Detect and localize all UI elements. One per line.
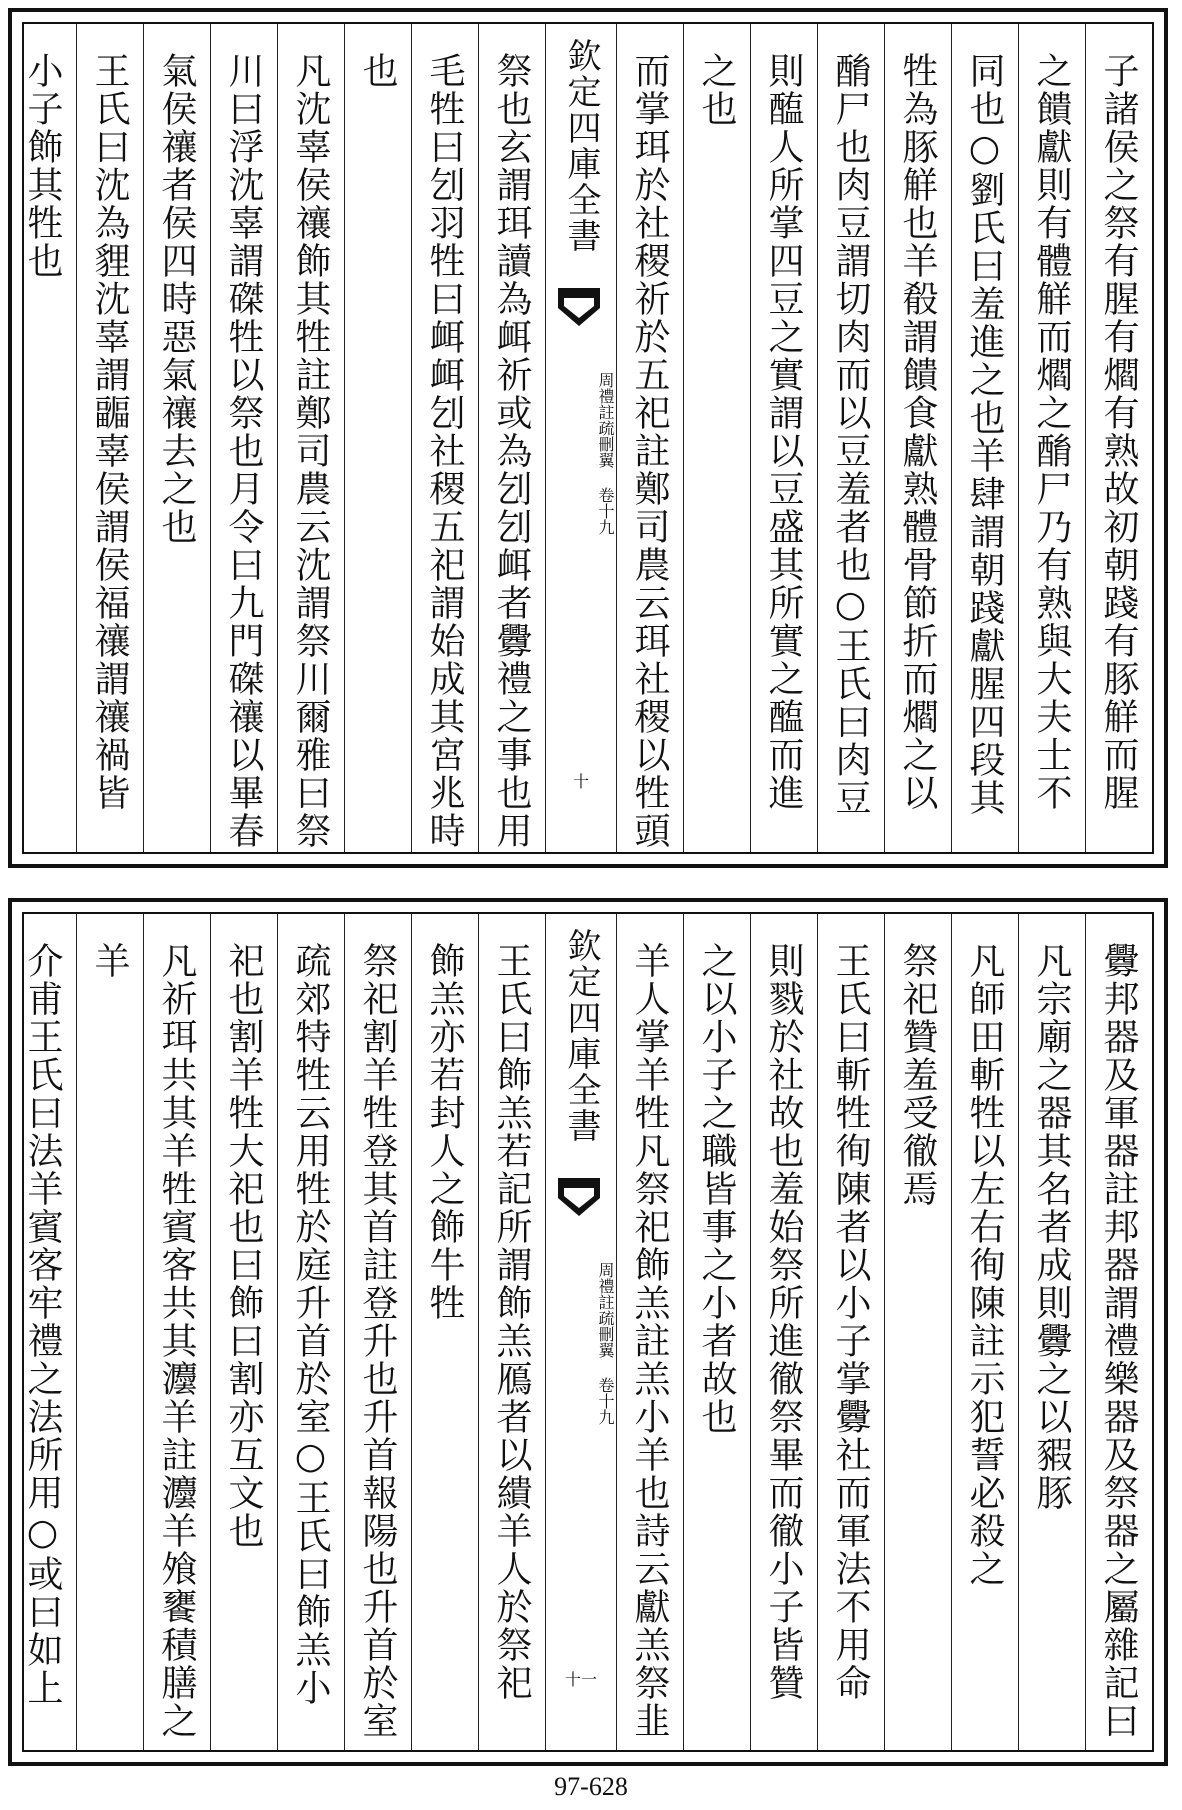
volume-subtitle: 周禮註疏刪翼 卷十九 (596, 372, 615, 535)
text-column (344, 914, 411, 1750)
column-text: 川曰浮沈辜謂磔牲以祭也月令曰九門磔禳以畢春 (223, 52, 264, 850)
column-text: 羊人掌羊牲凡祭祀飾羔註羔小羊也詩云獻羔祭韭 (629, 942, 670, 1740)
column-text: 凡祈珥共其羊牲賓客共其灋羊註灋羊飧饔積膳之 (156, 942, 197, 1740)
text-column (683, 24, 750, 852)
text-column (750, 914, 817, 1750)
text-column (478, 24, 545, 852)
text-column (143, 24, 210, 852)
column-text: 氣侯禳者侯四時惡氣禳去之也 (156, 52, 197, 546)
leaf-number: 十 (572, 772, 589, 791)
text-column (951, 24, 1018, 852)
text-column (884, 914, 951, 1750)
volume-subtitle: 周禮註疏刪翼 卷十九 (596, 1262, 615, 1425)
text-column (616, 24, 683, 852)
fish-tail-mark-icon (556, 1174, 602, 1220)
page-footer-number: 97-628 (554, 1772, 628, 1801)
column-text: 王氏曰斬牲徇陳者以小子掌釁社而軍法不用命 (830, 942, 871, 1702)
leaf-number: 十一 (564, 1670, 597, 1689)
center-gutter (545, 914, 616, 1750)
text-column (1018, 24, 1085, 852)
column-text: 祀也割羊牲大祀也曰飾曰割亦互文也 (223, 942, 264, 1550)
column-text: 祭祀贊羞受徹焉 (897, 942, 938, 1208)
text-column (1085, 914, 1152, 1750)
column-text: 同也○劉氏曰羞進之也羊肆謂朝踐獻腥四段其 (964, 52, 1005, 817)
text-column (411, 914, 478, 1750)
text-column (884, 24, 951, 852)
book-title: 欽定四庫全書 (561, 928, 601, 1144)
column-text: 釁邦器及軍器註邦器謂禮樂器及祭器之屬雜記曰 (1098, 942, 1139, 1740)
text-column (9, 24, 76, 852)
center-gutter (545, 24, 616, 852)
text-column (9, 914, 76, 1750)
column-text: 而掌珥於社稷祈於五祀註鄭司農云珥社稷以牲頭 (629, 52, 670, 850)
top-page (8, 8, 1168, 868)
column-text: 王氏曰沈為貍沈辜謂疈辜侯謂侯福禳謂禳禍皆 (89, 52, 130, 812)
text-column (143, 914, 210, 1750)
text-column (411, 24, 478, 852)
column-text: 祭祀割羊牲登其首註登升也升首報陽也升首於室 (357, 942, 398, 1740)
column-text: 之以小子之職皆事之小者故也 (696, 942, 737, 1436)
text-column (750, 24, 817, 852)
bottom-page-frame (22, 912, 1154, 1752)
column-text: 小子飾其牲也 (22, 52, 63, 280)
column-text: 牲為豚觧也羊殽謂饋食獻熟體骨節折而爓之以 (897, 52, 938, 812)
column-text: 介甫王氏曰法羊賓客牢禮之法所用○或曰如上 (22, 942, 63, 1707)
top-page-frame (22, 22, 1154, 854)
text-column (951, 914, 1018, 1750)
fish-tail-mark-icon (556, 284, 602, 330)
column-text: 祭也玄謂珥讀為衈祈或為刉刉衈者釁禮之事也用 (491, 52, 532, 850)
book-title: 欽定四庫全書 (561, 38, 601, 254)
text-column (1085, 24, 1152, 852)
column-text: 則戮於社故也羞始祭所進徹祭畢而徹小子皆贊 (763, 942, 804, 1702)
column-text: 王氏曰飾羔若記所謂飾羔鴈者以繢羊人於祭祀 (491, 942, 532, 1702)
column-text: 凡沈辜侯禳飾其牲註鄭司農云沈謂祭川爾雅曰祭 (290, 52, 331, 850)
text-column (76, 24, 143, 852)
text-column (817, 24, 884, 852)
column-text: 飾羔亦若封人之飾牛牲 (424, 942, 465, 1322)
column-text: 羊 (89, 942, 130, 980)
column-text: 毛牲曰刉羽牲曰衈衈刉社稷五祀謂始成其宮兆時 (424, 52, 465, 850)
text-column (210, 24, 277, 852)
text-column (1018, 914, 1085, 1750)
column-text: 之也 (696, 52, 737, 128)
column-text: 之饋獻則有體觧而爓之酳尸乃有熟與大夫士不 (1031, 52, 1072, 812)
text-column (277, 24, 344, 852)
column-text: 疏郊特牲云用牲於庭升首於室○王氏曰飾羔小 (290, 942, 331, 1707)
column-text: 凡宗廟之器其名者成則釁之以豭豚 (1031, 942, 1072, 1512)
text-column (210, 914, 277, 1750)
text-column (344, 24, 411, 852)
column-text: 酳尸也肉豆謂切肉而以豆羞者也○王氏曰肉豆 (830, 52, 871, 817)
text-column (76, 914, 143, 1750)
text-column (683, 914, 750, 1750)
text-column (817, 914, 884, 1750)
text-column (478, 914, 545, 1750)
column-text: 子諸侯之祭有腥有爓有熟故初朝踐有豚觧而腥 (1098, 52, 1139, 812)
bottom-page (8, 898, 1168, 1766)
column-text: 則醢人所掌四豆之實謂以豆盛其所實之醢而進 (763, 52, 804, 812)
text-column (616, 914, 683, 1750)
text-column (277, 914, 344, 1750)
column-text: 也 (357, 52, 398, 90)
column-text: 凡師田斬牲以左右徇陳註示犯誓必殺之 (964, 942, 1005, 1588)
